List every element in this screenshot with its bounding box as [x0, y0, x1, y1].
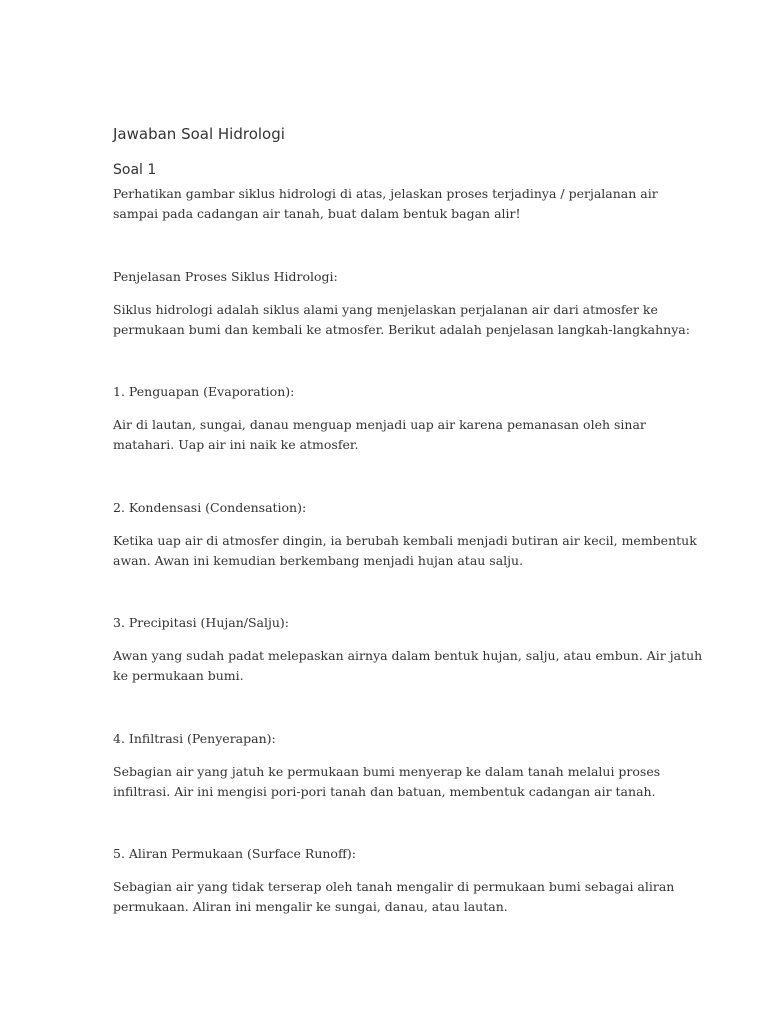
step-heading — [113, 613, 673, 633]
text-line: Perhatikan gambar siklus hidrologi di atas, jelaskan proses terjadinya / perjalanan air — [113, 186, 658, 201]
step-body — [113, 415, 673, 455]
text-line: Siklus hidrologi adalah siklus alami yang menjelaskan perjalanan air dari atmosfer ke — [113, 302, 658, 317]
text-line: 4. Infiltrasi (Penyerapan): — [113, 731, 276, 746]
step-body — [113, 646, 703, 686]
text-line: 2. Kondensasi (Condensation): — [113, 500, 307, 515]
question-paragraph — [113, 184, 673, 224]
text-line: ke permukaan bumi. — [113, 668, 244, 683]
text-line: 1. Penguapan (Evaporation): — [113, 384, 295, 399]
text-line: 3. Precipitasi (Hujan/Salju): — [113, 615, 289, 630]
step-heading — [113, 382, 673, 402]
text-line: permukaan. Aliran ini mengalir ke sungai, danau, atau lautan. — [113, 899, 508, 914]
text-line: Sebagian air yang jatuh ke permukaan bumi menyerap ke dalam tanah melalui proses — [113, 764, 661, 779]
intro-paragraph — [113, 300, 690, 340]
text-line: Awan yang sudah padat melepaskan airnya dalam bentuk hujan, salju, atau embun. Air jatuh — [113, 648, 703, 663]
step-heading — [113, 729, 673, 749]
text-line: infiltrasi. Air ini mengisi pori-pori tanah dan batuan, membentuk cadangan air tanah. — [113, 784, 656, 799]
step-heading — [113, 498, 673, 518]
explanation-heading — [113, 267, 673, 287]
text-line: permukaan bumi dan kembali ke atmosfer. Berikut adalah penjelasan langkah-langkahnya: — [113, 322, 690, 337]
text-line: Air di lautan, sungai, danau menguap menjadi uap air karena pemanasan oleh sinar — [113, 417, 646, 432]
text-line: 5. Aliran Permukaan (Surface Runoff): — [113, 846, 356, 861]
text-line: matahari. Uap air ini naik ke atmosfer. — [113, 437, 359, 452]
text-line: Penjelasan Proses Siklus Hidrologi: — [113, 269, 338, 284]
step-body — [113, 762, 673, 802]
section-heading: Soal 1 — [113, 162, 157, 178]
text-line: sampai pada cadangan air tanah, buat dalam bentuk bagan alir! — [113, 206, 521, 221]
step-heading — [113, 844, 673, 864]
step-body — [113, 531, 697, 571]
text-line: awan. Awan ini kemudian berkembang menjadi hujan atau salju. — [113, 553, 524, 568]
page-title: Jawaban Soal Hidrologi — [113, 125, 285, 143]
step-body — [113, 877, 673, 917]
text-line: Ketika uap air di atmosfer dingin, ia berubah kembali menjadi butiran air kecil, membentuk — [113, 533, 697, 548]
text-line: Sebagian air yang tidak terserap oleh tanah mengalir di permukaan bumi sebagai aliran — [113, 879, 675, 894]
